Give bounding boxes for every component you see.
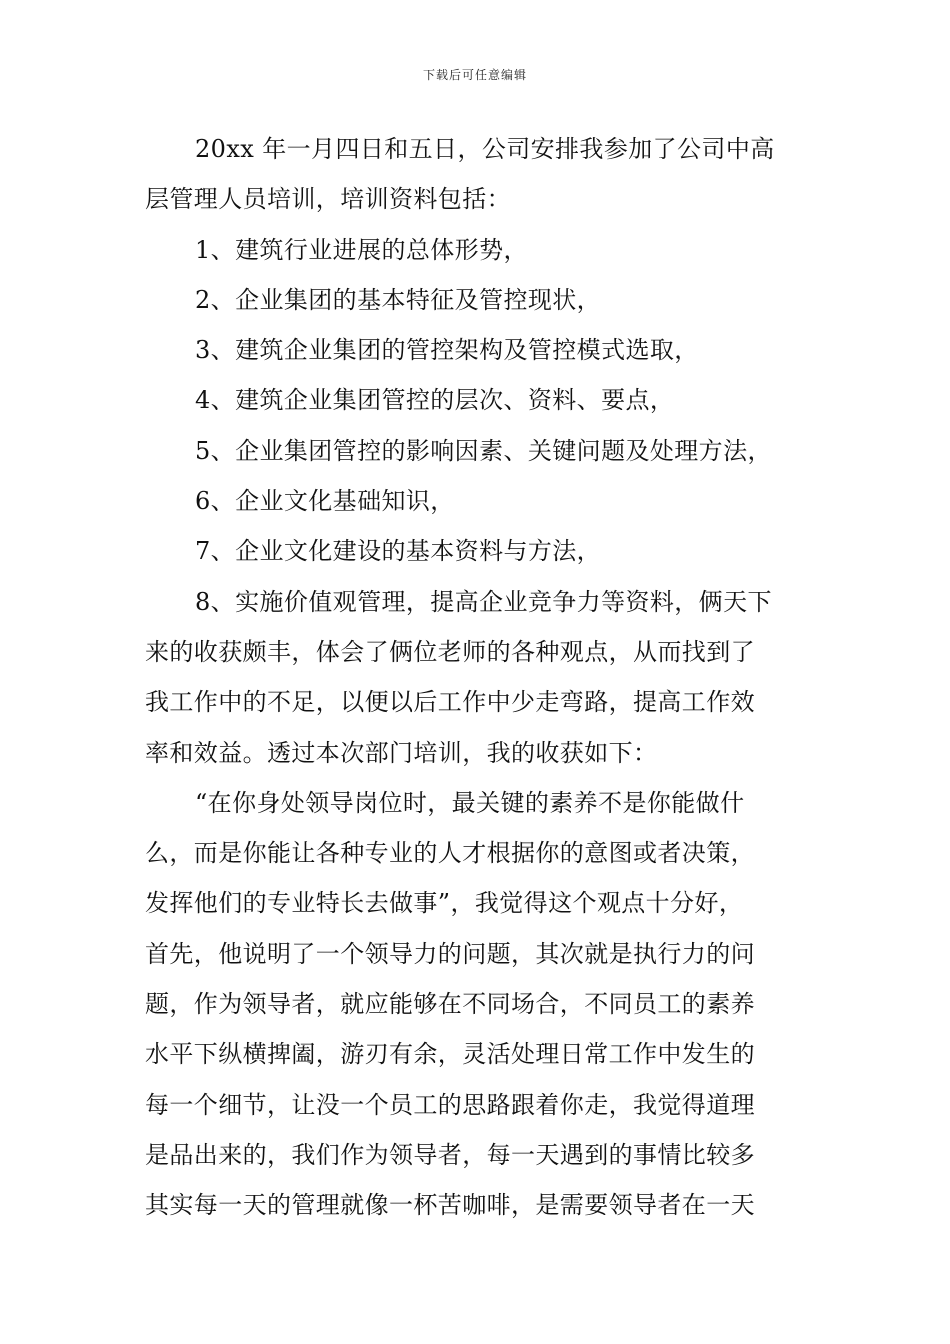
text-line: 层管理人员培训，培训资料包括： — [145, 185, 511, 214]
page-header-note: 下载后可任意编辑 — [422, 68, 527, 82]
text-line: 我工作中的不足，以便以后工作中少走弯路，提高工作效 — [145, 688, 755, 717]
text-line: 来的收获颇丰，体会了俩位老师的各种观点，从而找到了 — [145, 637, 755, 666]
list-item: 7、企业文化建设的基本资料与方法， — [195, 537, 602, 566]
text-line: 是品出来的，我们作为领导者，每一天遇到的事情比较多 — [145, 1140, 755, 1169]
text-line: 其实每一天的管理就像一杯苦咖啡，是需要领导者在一天 — [145, 1191, 755, 1220]
list-item: 2、企业集团的基本特征及管控现状， — [195, 285, 602, 314]
text-line: 发挥他们的专业特长去做事”，我觉得这个观点十分好， — [145, 889, 744, 918]
document-body — [145, 124, 810, 1231]
text-line: 首先，他说明了一个领导力的问题，其次就是执行力的问 — [145, 939, 755, 968]
list-item: 4、建筑企业集团管控的层次、资料、要点， — [195, 386, 675, 415]
list-item: 8、实施价值观管理，提高企业竞争力等资料，俩天下 — [195, 587, 772, 616]
text-line: 么，而是你能让各种专业的人才根据你的意图或者决策， — [145, 839, 755, 868]
text-line: 每一个细节，让没一个员工的思路跟着你走，我觉得道理 — [145, 1090, 755, 1119]
text-line: 题，作为领导者，就应能够在不同场合，不同员工的素养 — [145, 990, 755, 1019]
list-item: 5、企业集团管控的影响因素、关键问题及处理方法， — [195, 436, 772, 465]
list-item: 1、建筑行业进展的总体形势， — [195, 235, 528, 264]
list-item: 6、企业文化基础知识， — [195, 487, 455, 516]
list-item: 3、建筑企业集团的管控架构及管控模式选取， — [195, 336, 699, 365]
text-line: 水平下纵横捭阖，游刃有余，灵活处理日常工作中发生的 — [145, 1040, 755, 1069]
text-line: 20xx 年一月四日和五日，公司安排我参加了公司中高 — [195, 135, 775, 163]
text-line: “在你身处领导岗位时，最关键的素养不是你能做什 — [195, 788, 745, 817]
text-line: 率和效益。透过本次部门培训，我的收获如下： — [145, 738, 658, 767]
